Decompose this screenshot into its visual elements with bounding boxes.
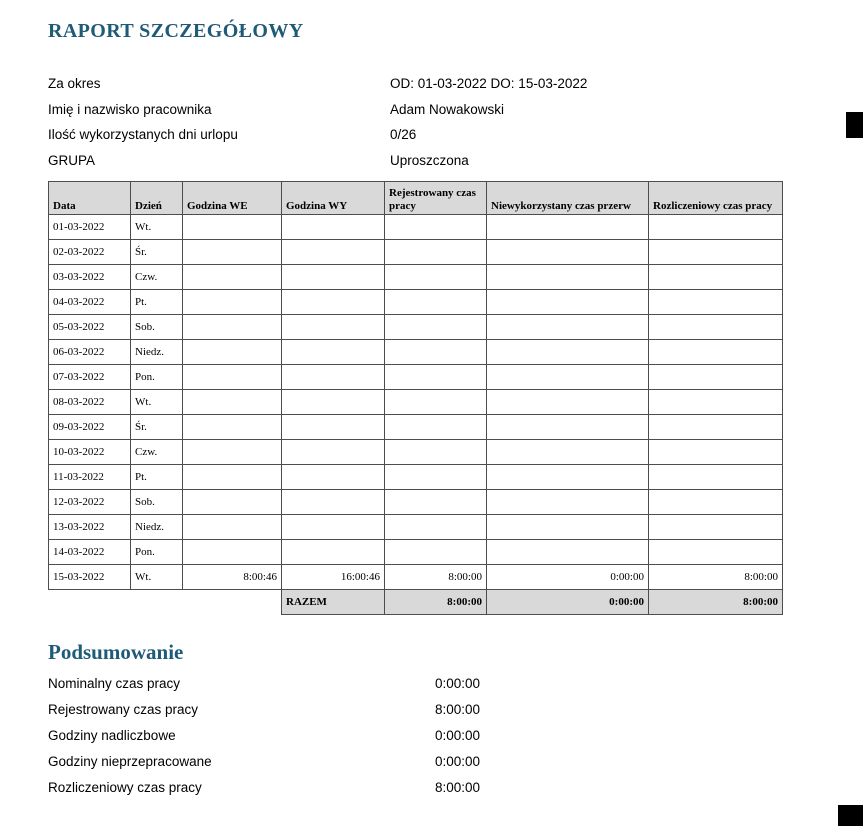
meta-label: Za okres [48,76,101,91]
header-unused-break-time: Niewykorzystany czas przerw [487,182,649,215]
cell-day: Czw. [131,265,183,290]
table-header-row [49,182,783,215]
cell-time-in [183,465,282,490]
summary-title: Podsumowanie [48,640,184,664]
cell-date: 15-03-2022 [49,565,131,590]
meta-label: GRUPA [48,152,96,168]
cell-date: 11-03-2022 [49,465,131,490]
cell-date: 14-03-2022 [49,540,131,565]
cell-settlement-time: 8:00:00 [649,565,783,590]
cell-day: Pt. [131,465,183,490]
cell-day: Wt. [131,390,183,415]
cell-date: 06-03-2022 [49,340,131,365]
table-row [49,240,783,265]
cell-unused-break-time [487,515,649,540]
cell-day: Wt. [131,565,183,590]
meta-value: OD: 01-03-2022 DO: 15-03-2022 [390,76,588,91]
table-row [49,290,783,315]
cell-registered-time [385,490,487,515]
total-settlement-time: 8:00:00 [649,590,783,615]
table-total-row [49,590,783,615]
cell-settlement-time [649,215,783,240]
cell-time-out [282,290,385,315]
cell-registered-time [385,215,487,240]
cell-time-in [183,265,282,290]
cell-time-in [183,440,282,465]
cell-settlement-time [649,240,783,265]
cell-day: Pt. [131,290,183,315]
meta-row [48,148,863,174]
header-settlement-time: Rozliczeniowy czas pracy [649,182,783,215]
summary-value: 0:00:00 [435,728,481,743]
cell-time-in [183,240,282,265]
cell-time-in [183,215,282,240]
cell-time-in [183,365,282,390]
table-row [49,540,783,565]
cell-time-in [183,515,282,540]
cell-time-out [282,265,385,290]
cell-registered-time [385,315,487,340]
cell-registered-time [385,515,487,540]
table-row [49,390,783,415]
summary-value: 8:00:00 [435,780,481,795]
header-time-out: Godzina WY [282,182,385,215]
cell-settlement-time [649,415,783,440]
cell-time-out [282,365,385,390]
cell-day: Śr. [131,415,183,440]
summary-row [48,775,863,801]
total-registered-time: 8:00:00 [385,590,487,615]
summary-row [48,749,863,775]
table-row [49,365,783,390]
cell-time-out [282,215,385,240]
cell-date: 09-03-2022 [49,415,131,440]
cell-unused-break-time [487,390,649,415]
cell-settlement-time [649,265,783,290]
table-row [49,315,783,340]
cell-date: 12-03-2022 [49,490,131,515]
cell-date: 01-03-2022 [49,215,131,240]
cell-day: Niedz. [131,515,183,540]
cell-date: 13-03-2022 [49,515,131,540]
cell-time-out: 16:00:46 [282,565,385,590]
summary-row [48,697,863,723]
cell-day: Sob. [131,490,183,515]
cell-time-out [282,490,385,515]
cell-day: Śr. [131,240,183,265]
cell-date: 04-03-2022 [49,290,131,315]
cell-day: Pon. [131,540,183,565]
cell-time-in [183,390,282,415]
meta-row [48,97,863,123]
table-row [49,340,783,365]
meta-value: 0/26 [390,127,417,142]
cell-registered-time [385,265,487,290]
cell-settlement-time [649,365,783,390]
table-row [49,415,783,440]
cell-time-in [183,540,282,565]
cell-time-out [282,440,385,465]
meta-value: Adam Nowakowski [390,101,505,117]
cell-date: 10-03-2022 [49,440,131,465]
cell-date: 08-03-2022 [49,390,131,415]
meta-label: Ilość wykorzystanych dni urlopu [48,127,238,142]
cell-unused-break-time: 0:00:00 [487,565,649,590]
summary-row [48,723,863,749]
cell-settlement-time [649,290,783,315]
table-row [49,565,783,590]
cell-time-out [282,390,385,415]
cell-settlement-time [649,540,783,565]
table-row [49,490,783,515]
summary-label: Godziny nadliczbowe [48,728,176,743]
table-row [49,515,783,540]
cell-day: Czw. [131,440,183,465]
cell-time-in: 8:00:46 [183,565,282,590]
cell-registered-time [385,290,487,315]
cell-registered-time [385,440,487,465]
cell-time-in [183,340,282,365]
cell-unused-break-time [487,440,649,465]
cell-unused-break-time [487,340,649,365]
cell-registered-time [385,540,487,565]
cell-settlement-time [649,465,783,490]
meta-value: Uproszczona [390,152,469,168]
cell-unused-break-time [487,490,649,515]
cell-registered-time [385,240,487,265]
total-row-spacer [49,590,282,615]
cell-time-out [282,515,385,540]
table-row [49,440,783,465]
scan-artifact-bottom-right [838,805,863,826]
cell-unused-break-time [487,265,649,290]
cell-day: Wt. [131,215,183,240]
cell-time-out [282,540,385,565]
cell-day: Pon. [131,365,183,390]
cell-unused-break-time [487,415,649,440]
table-row [49,465,783,490]
cell-time-out [282,415,385,440]
cell-unused-break-time [487,540,649,565]
cell-date: 07-03-2022 [49,365,131,390]
cell-day: Niedz. [131,340,183,365]
cell-registered-time [385,365,487,390]
meta-row [48,71,863,97]
cell-date: 03-03-2022 [49,265,131,290]
total-label: RAZEM [282,590,385,615]
cell-registered-time [385,465,487,490]
cell-settlement-time [649,515,783,540]
summary-section [48,671,863,801]
header-registered-time: Rejestrowany czas pracy [385,182,487,215]
cell-registered-time [385,340,487,365]
cell-unused-break-time [487,315,649,340]
summary-label: Nominalny czas pracy [48,676,181,691]
summary-value: 0:00:00 [435,754,481,769]
table-row [49,215,783,240]
cell-day: Sob. [131,315,183,340]
header-date: Data [49,182,131,215]
scan-artifact-right [846,112,863,138]
report-meta [48,71,863,173]
page-title: RAPORT SZCZEGÓŁOWY [48,20,304,42]
cell-registered-time [385,390,487,415]
cell-settlement-time [649,440,783,465]
header-time-in: Godzina WE [183,182,282,215]
cell-time-in [183,315,282,340]
cell-unused-break-time [487,290,649,315]
meta-row [48,122,863,148]
meta-label: Imię i nazwisko pracownika [48,101,212,117]
cell-time-out [282,240,385,265]
summary-row [48,671,863,697]
cell-time-in [183,290,282,315]
cell-time-in [183,415,282,440]
cell-settlement-time [649,340,783,365]
cell-settlement-time [649,315,783,340]
header-day: Dzień [131,182,183,215]
summary-label: Rozliczeniowy czas pracy [48,780,202,795]
cell-unused-break-time [487,215,649,240]
cell-time-out [282,340,385,365]
cell-time-out [282,315,385,340]
cell-time-in [183,490,282,515]
cell-registered-time [385,415,487,440]
summary-label: Rejestrowany czas pracy [48,702,199,717]
cell-unused-break-time [487,465,649,490]
cell-date: 02-03-2022 [49,240,131,265]
cell-unused-break-time [487,240,649,265]
cell-settlement-time [649,390,783,415]
cell-registered-time: 8:00:00 [385,565,487,590]
table-row [49,265,783,290]
cell-time-out [282,465,385,490]
time-report-table [48,181,783,615]
summary-label: Godziny nieprzepracowane [48,754,212,769]
cell-settlement-time [649,490,783,515]
summary-value: 0:00:00 [435,676,481,691]
total-unused-break-time: 0:00:00 [487,590,649,615]
cell-date: 05-03-2022 [49,315,131,340]
summary-value: 8:00:00 [435,702,481,717]
cell-unused-break-time [487,365,649,390]
